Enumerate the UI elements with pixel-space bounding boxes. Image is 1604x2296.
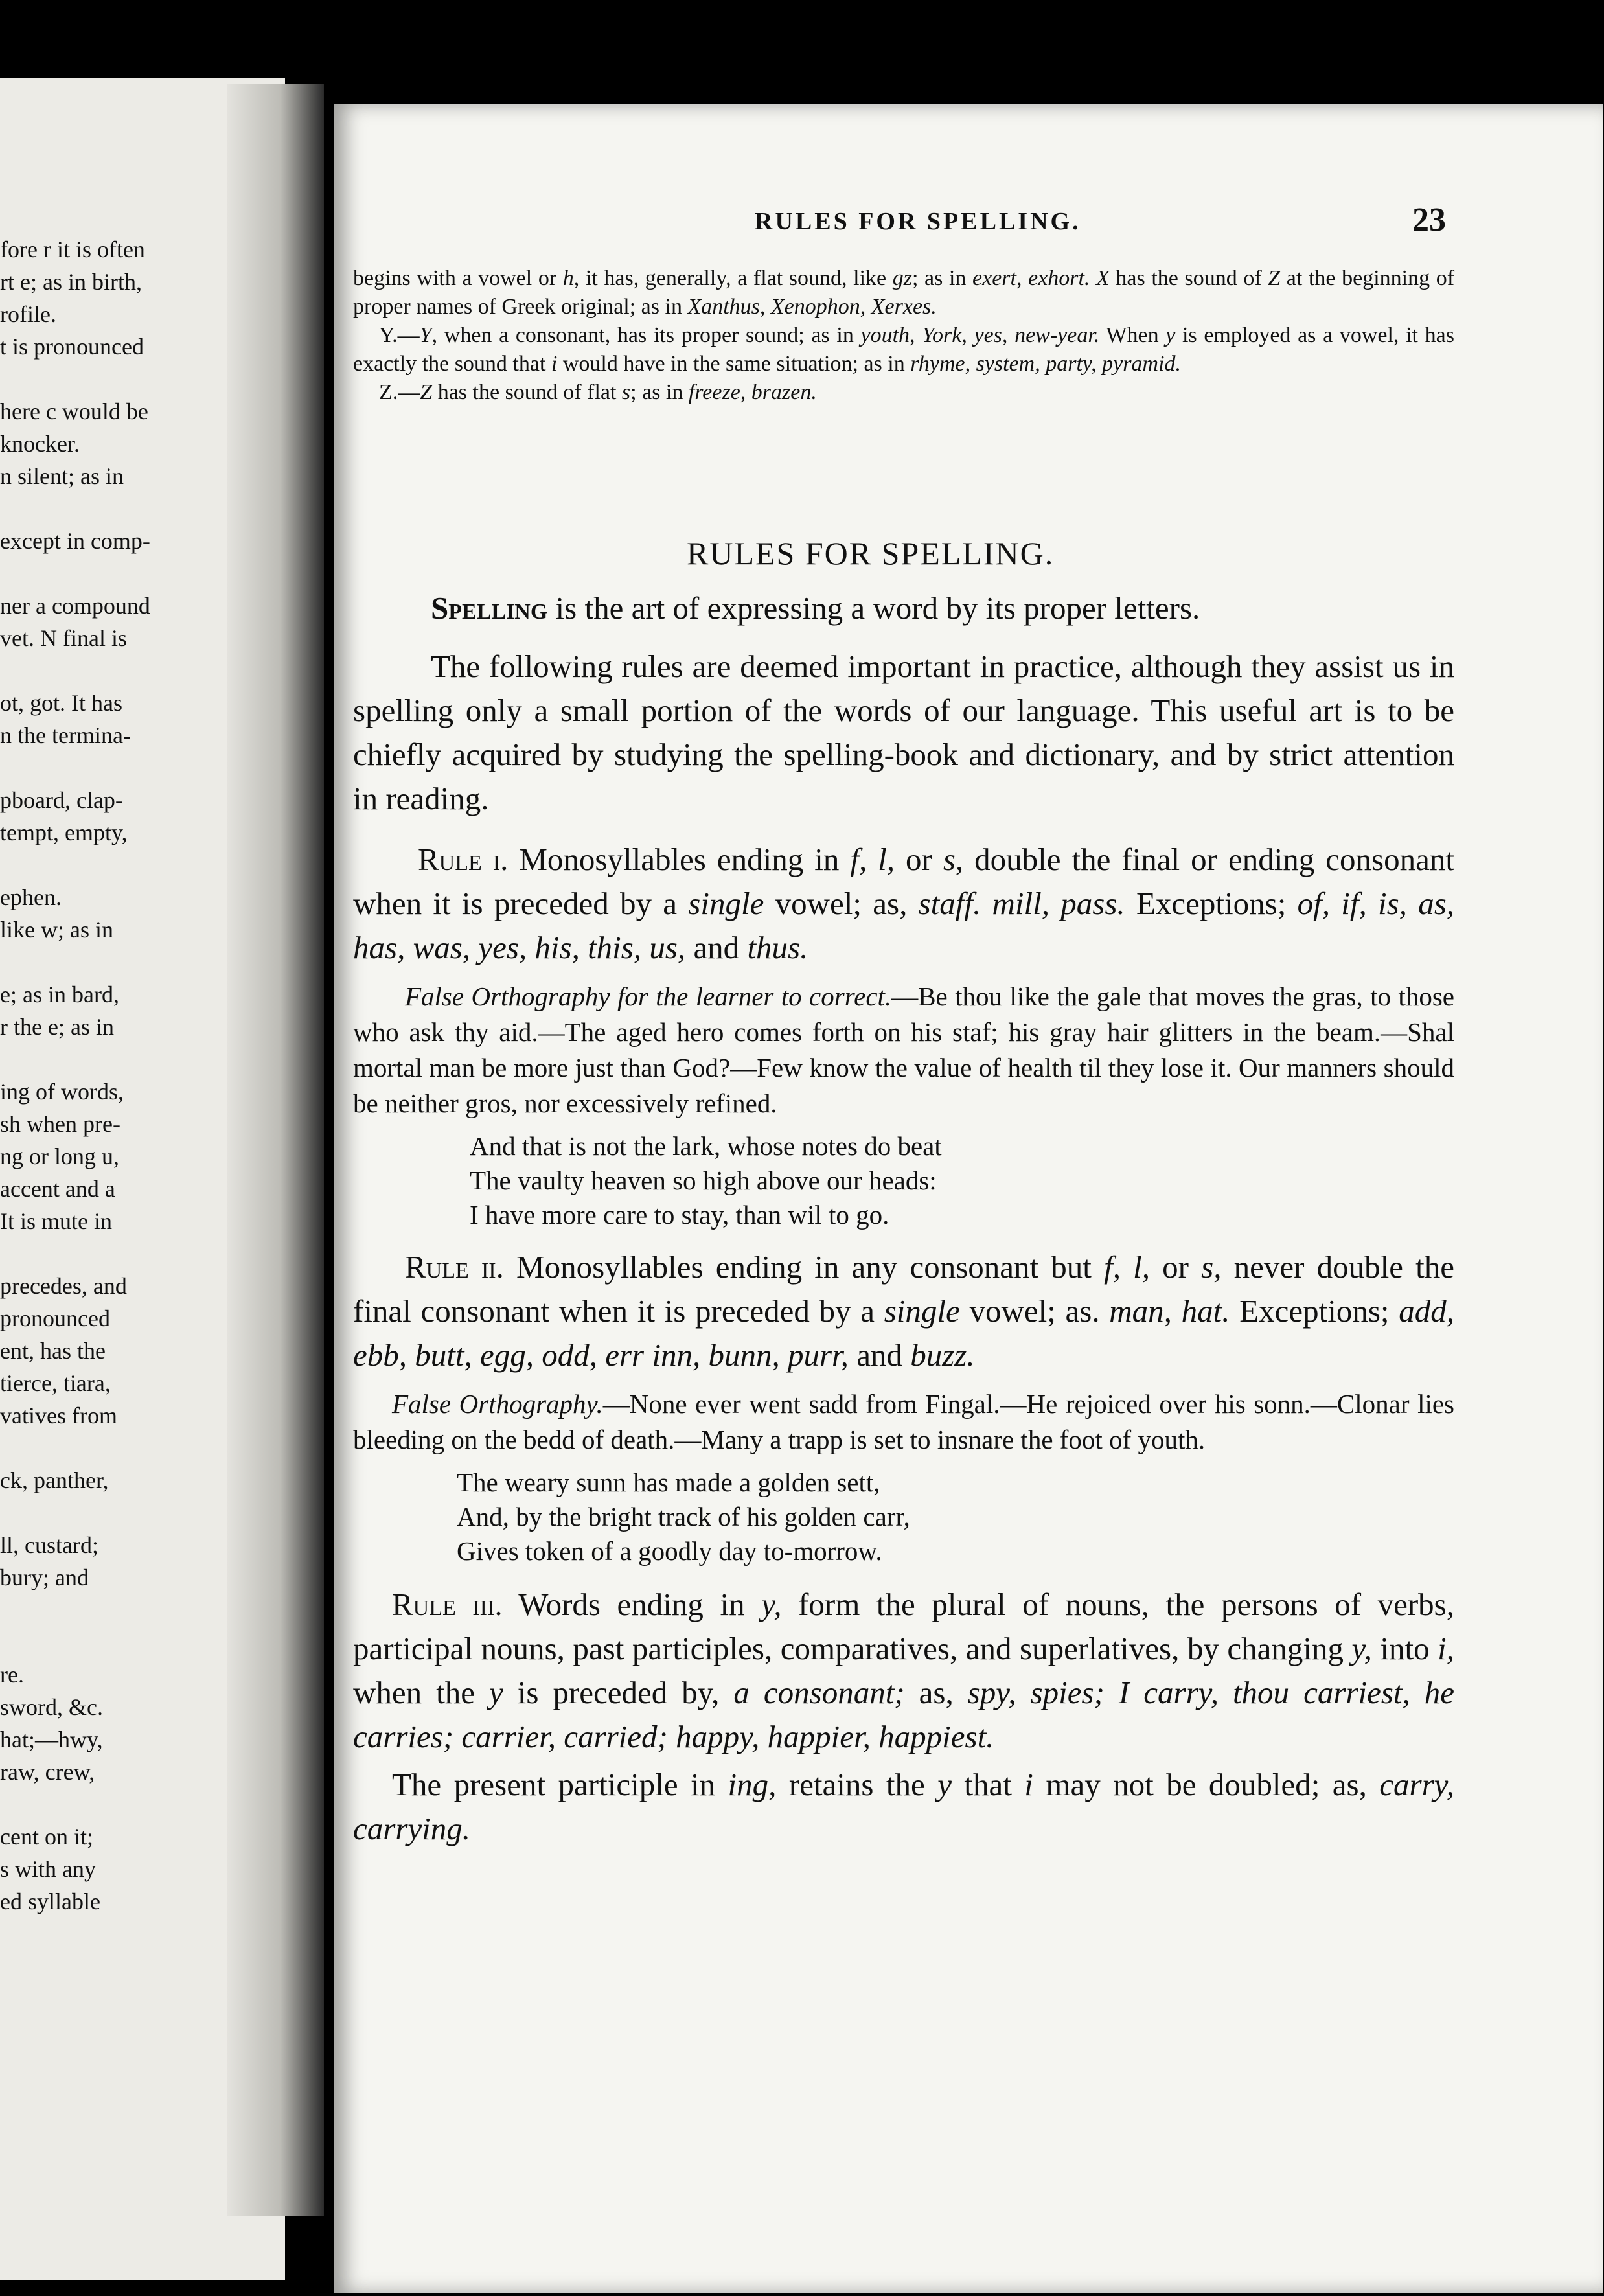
note-y: Y.—Y, when a consonant, has its proper sound; as in youth, York, yes, new-year. When y is employed as a vowel, it has exactly the sound that i would have in the same situation; as in rhyme, system, party, pyramid. (353, 323, 1454, 376)
left-page-line: re. (0, 1662, 24, 1688)
left-page-line: s with any (0, 1856, 96, 1882)
left-page-line: n the termina- (0, 722, 131, 748)
left-page-line: ed syllable (0, 1888, 100, 1914)
left-page-line: It is mute in (0, 1208, 112, 1234)
left-page-line: ephen. (0, 884, 62, 910)
left-page-line: raw, crew, (0, 1759, 95, 1785)
left-page-line: ner a compound (0, 593, 150, 619)
left-page-line (0, 946, 233, 978)
left-page-line: accent and a (0, 1176, 115, 1202)
left-page-line: precedes, and (0, 1273, 127, 1299)
left-page-line: ing of words, (0, 1079, 124, 1105)
left-page-line: vatives from (0, 1403, 117, 1429)
left-page-line (0, 654, 233, 687)
left-page-line: e; as in bard, (0, 982, 119, 1007)
left-page-line: rofile. (0, 301, 56, 327)
definition: Spelling is the art of expressing a word by its proper letters. (431, 590, 1200, 626)
left-page-line: cent on it; (0, 1824, 93, 1850)
verse-line: The weary sunn has made a golden sett, (457, 1467, 880, 1497)
left-page-line: pboard, clap- (0, 787, 123, 813)
left-page-line: ng or long u, (0, 1143, 119, 1169)
verse-line: And that is not the lark, whose notes do beat (470, 1131, 942, 1161)
left-page-line (0, 1043, 233, 1075)
left-page-line: ll, custard; (0, 1532, 98, 1558)
left-page-line (0, 1237, 233, 1270)
false-orthography-1: False Orthography for the learner to correct.—Be thou like the gale that moves the gras, to those who ask thy aid.—The aged hero comes forth on his staf; his gray hair glitters in the beam.—Shal mortal man be more just than God?—Few know the value of health til they lose it. Our manners should be neither gros, nor excessively refined. (353, 982, 1454, 1118)
note-x: begins with a vowel or h, it has, generally, a flat sound, like gz; as in exert, exhort. X has the sound of Z at the beginning of proper names of Greek original; as in Xanthus, Xenophon, Xerxes. (353, 266, 1455, 319)
left-page-line: tierce, tiara, (0, 1370, 111, 1396)
verse-line: Gives token of a goodly day to-morrow. (457, 1536, 882, 1566)
left-page-line (0, 752, 233, 784)
verse-line: I have more care to stay, than wil to go. (470, 1200, 889, 1230)
left-page-line (0, 363, 233, 395)
left-page-line: sh when pre- (0, 1111, 120, 1137)
left-page-line: like w; as in (0, 917, 113, 943)
left-page-line: ent, has the (0, 1338, 106, 1364)
left-page-line: hat;—hwy, (0, 1727, 103, 1752)
left-page-line: bury; and (0, 1565, 89, 1590)
left-page-line: here c would be (0, 398, 148, 424)
page-number: 23 (1412, 201, 1446, 238)
left-page-line: except in comp- (0, 528, 150, 554)
left-page-line: knocker. (0, 431, 80, 457)
rule-3: Rule iii. Words ending in y, form the plural of nouns, the persons of verbs, participal nouns, past participles, comparatives, and superlatives, by changing y, into i, when the y is preceded by, a consonant; as, spy, spies; I carry, thou carriest, he carries; carrier, carried; happy, happier, happiest. (353, 1587, 1455, 1754)
verse-line: The vaulty heaven so high above our heads: (470, 1165, 937, 1195)
left-page-line (0, 1497, 233, 1529)
left-page-line: fore r it is often (0, 236, 145, 262)
left-page-line: pronounced (0, 1305, 110, 1331)
running-head: RULES FOR SPELLING. (755, 208, 1081, 235)
rule-2: Rule ii. Monosyllables ending in any consonant but f, l, or s, never double the final consonant when it is preceded by a single vowel; as. man, hat. Exceptions; add, ebb, butt, egg, odd, err inn, bunn, purr, and buzz. (353, 1249, 1455, 1373)
left-page-line: n silent; as in (0, 463, 124, 489)
left-page-line (0, 1432, 233, 1464)
left-page-line (0, 1594, 233, 1626)
note-z: Z.—Z has the sound of flat s; as in freeze, brazen. (379, 380, 817, 404)
verse-1 (470, 1129, 1454, 1232)
verse-line: And, by the bright track of his golden carr, (457, 1502, 910, 1532)
left-page-line: vet. N final is (0, 625, 127, 651)
false-orthography-2: False Orthography.—None ever went sadd from Fingal.—He rejoiced over his sonn.—Clonar lies bleeding on the bedd of death.—Many a trapp is set to insnare the foot of youth. (353, 1389, 1455, 1454)
page-gutter (227, 84, 324, 2216)
left-page-line: sword, &c. (0, 1694, 103, 1720)
left-page-text (0, 233, 233, 1918)
section-title: RULES FOR SPELLING. (687, 535, 1055, 571)
intro-paragraph: The following rules are deemed important in practice, although they assist us in spelling only a small portion of the words of our language. This useful art is to be chiefly acquired by studying the spelling-book and dictionary, and by strict attention in reading. (353, 649, 1454, 816)
left-page-line (0, 557, 233, 590)
left-page-line: t is pronounced (0, 334, 144, 360)
letter-notes (353, 264, 1454, 407)
verse-2 (457, 1465, 1454, 1568)
left-page-line: tempt, empty, (0, 820, 128, 845)
left-page-line (0, 1626, 233, 1659)
left-page-line: ck, panther, (0, 1467, 109, 1493)
left-page-line: r the e; as in (0, 1014, 114, 1040)
left-page-line: rt e; as in birth, (0, 269, 142, 295)
rule-1: Rule i. Monosyllables ending in f, l, or s, double the final or ending consonant when it is preceded by a single vowel; as, staff. mill, pass. Exceptions; of, if, is, as, has, was, yes, his, this, us, and thus. (353, 842, 1455, 965)
rule-3-note: The present participle in ing, retains the y that i may not be doubled; as, carry, carrying. (353, 1767, 1454, 1846)
left-page-line (0, 492, 233, 525)
left-page-line: ot, got. It has (0, 690, 122, 716)
left-page-line (0, 849, 233, 881)
left-page-line (0, 1788, 233, 1820)
main-text (353, 586, 1454, 1851)
